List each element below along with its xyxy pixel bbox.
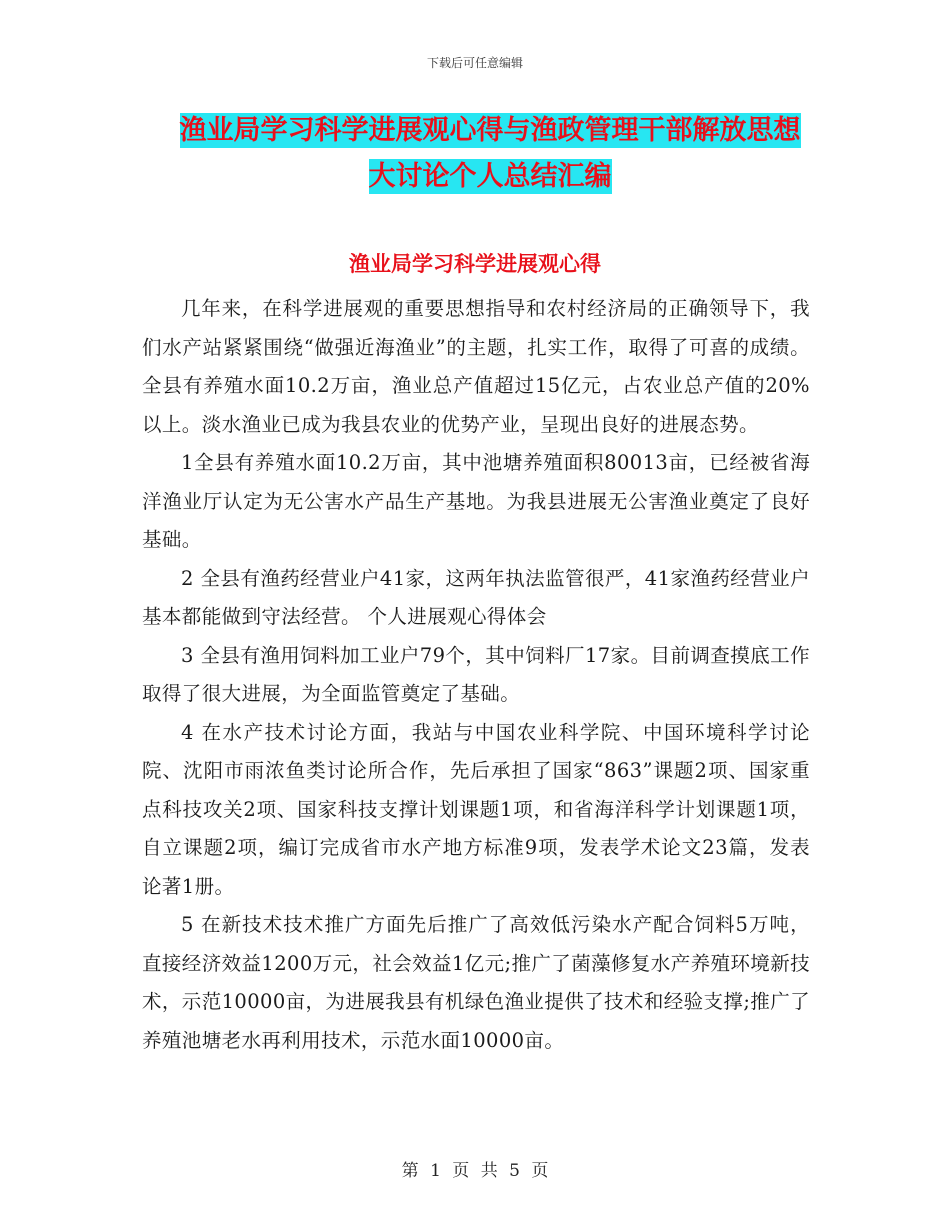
body-text (142, 290, 810, 1060)
header-note: 下载后可任意编辑 (426, 56, 523, 70)
page-footer: 第 1 页 共 5 页 (401, 1161, 549, 1181)
title-highlight-1: 渔业局学习科学进展观心得与渔政管理干部解放思想 (179, 115, 801, 146)
document-title (140, 108, 840, 200)
title-highlight-2: 大讨论个人总结汇编 (368, 161, 612, 192)
paragraph-5: 5 在新技术技术推广方面先后推广了高效低污染水产配合饲料5万吨，直接经济效益1200万元，社会效益1亿元;推广了菌藻修复水产养殖环境新技术，示范10000亩，为进展我县有机绿色渔业提供了技术和经验支撑;推广了养殖池塘老水再利用技术，示范水面10000亩。 (142, 913, 811, 1052)
paragraph-intro: 几年来，在科学进展观的重要思想指导和农村经济局的正确领导下，我们水产站紧紧围绕“做强近海渔业”的主题，扎实工作，取得了可喜的成绩。全县有养殖水面10.2万亩，渔业总产值超过15亿元，占农业总产值的20%以上。淡水渔业已成为我县农业的优势产业，呈现出良好的进展态势。 (142, 297, 810, 436)
paragraph-1: 1全县有养殖水面10.2万亩，其中池塘养殖面积80013亩，已经被省海洋渔业厅认定为无公害水产品生产基地。为我县进展无公害渔业奠定了良好基础。 (142, 451, 810, 551)
paragraph-2: 2 全县有渔药经营业户41家，这两年执法监管很严，41家渔药经营业户基本都能做到守法经营。 个人进展观心得体会 (142, 566, 810, 628)
document-title-line-1 (140, 108, 840, 154)
section-title: 渔业局学习科学进展观心得 (349, 252, 601, 276)
paragraph-4: 4 在水产技术讨论方面，我站与中国农业科学院、中国环境科学讨论院、沈阳市雨浓鱼类讨论所合作，先后承担了国家“863”课题2项、国家重点科技攻关2项、国家科技支撑计划课题1项，和省海洋科学计划课题1项，自立课题2项，编订完成省市水产地方标准9项，发表学术论文23篇，发表论著1册。 (142, 720, 810, 898)
document-title-line-2 (140, 154, 840, 200)
paragraph-3: 3 全县有渔用饲料加工业户79个，其中饲料厂17家。目前调查摸底工作取得了很大进展，为全面监管奠定了基础。 (142, 643, 810, 705)
